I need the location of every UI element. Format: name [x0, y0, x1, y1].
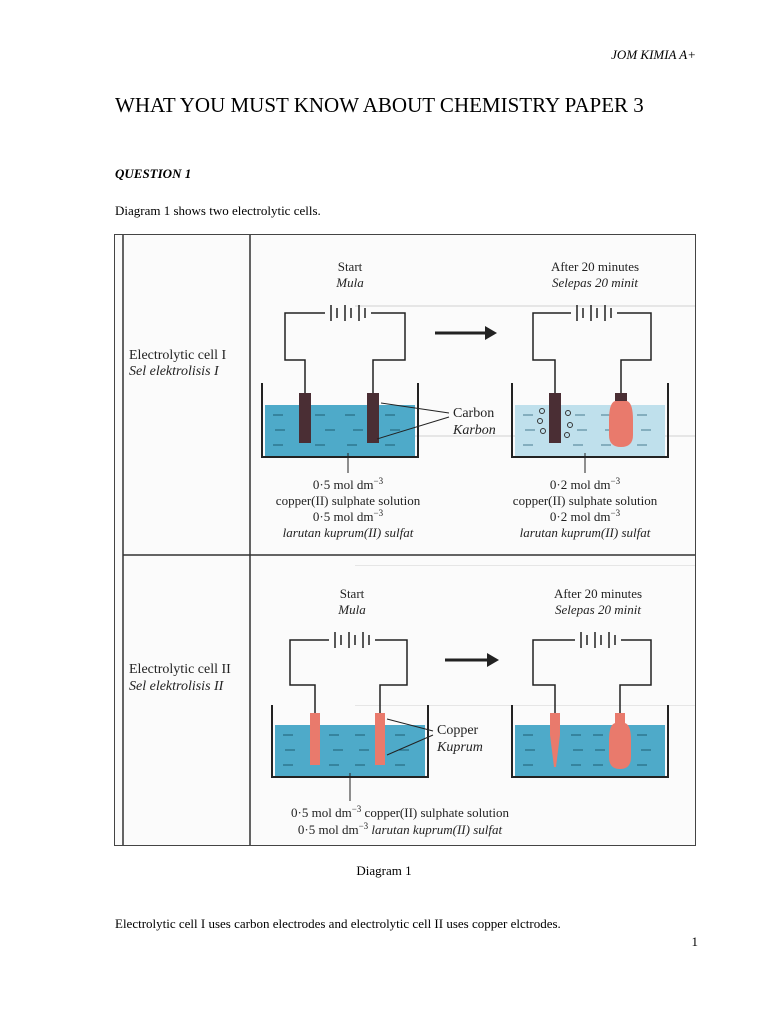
cell1-electrode-label: Carbon	[453, 406, 495, 421]
carbon-electrode	[299, 393, 311, 443]
wire-left	[290, 640, 329, 715]
cell1-after-concentration: 0·2 mol $dm^{-3}$	[549, 476, 621, 492]
battery-icon	[335, 632, 369, 648]
battery-icon	[331, 305, 365, 321]
cell2-label-ms: Sel elektrolisis II	[129, 679, 224, 694]
copper-electrode	[310, 713, 320, 765]
wire-right	[617, 313, 651, 400]
solution-light-blue	[515, 405, 665, 457]
cell1-start-label-ms: Mula	[336, 275, 364, 290]
cell2-after-label: After 20 minutes	[553, 586, 643, 601]
arrow-right-icon	[435, 326, 497, 340]
header-note: JOM KIMIA A+	[611, 47, 696, 62]
cell1-start-label: Start	[337, 259, 363, 274]
solution-blue	[275, 725, 425, 777]
battery-icon	[581, 632, 615, 648]
cell1-electrode-label-ms: Karbon	[453, 423, 496, 438]
electrolytic-cell-1	[129, 259, 668, 540]
cell2-after-label-ms: Selepas 20 minit	[555, 602, 641, 617]
page-title: WHAT YOU MUST KNOW ABOUT CHEMISTRY PAPER 3	[115, 93, 644, 117]
cell1-after-concentration-ms: 0·2 mol $dm^{-3}$	[549, 508, 621, 524]
question-heading: QUESTION 1	[115, 166, 192, 181]
wire-right	[375, 640, 407, 715]
cell1-after-solution-ms: larutan kuprum(II) sulfat	[519, 525, 651, 540]
cell2-electrode-label-ms: Kuprum	[437, 740, 483, 755]
electrolytic-cell-2	[129, 586, 668, 837]
page-number: 1	[691, 934, 698, 949]
cell1-label-en: Electrolytic cell I	[129, 348, 227, 363]
cell1-after-label-ms: Selepas 20 minit	[552, 275, 638, 290]
cell1-after-label: After 20 minutes	[550, 259, 640, 274]
wire-left	[285, 313, 325, 400]
cell1-label-ms: Sel elektrolisis I	[129, 364, 219, 379]
figure-caption: Diagram 1	[356, 863, 412, 878]
cell2-start-label-ms: Mula	[338, 602, 366, 617]
solution-blue	[265, 405, 415, 457]
cell2-solution-ms: 0·5 mol $dm^{-3}$ larutan kuprum(II) sulfat	[297, 821, 503, 837]
diagram-figure	[114, 234, 696, 846]
cell1-start-solution-ms: larutan kuprum(II) sulfat	[282, 525, 414, 540]
cell1-start-concentration-ms: 0·5 mol $dm^{-3}$	[312, 508, 384, 524]
carbon-electrode	[549, 393, 561, 443]
wire-right	[371, 313, 405, 400]
cell2-electrode-label: Copper	[437, 723, 479, 738]
battery-icon	[577, 305, 611, 321]
cell1-start-concentration: 0·5 mol $dm^{-3}$	[312, 476, 384, 492]
copper-electrode	[375, 713, 385, 765]
cell2-solution-en: 0·5 mol $dm^{-3}$ copper(II) sulphate solution	[291, 804, 509, 820]
wire-left	[533, 313, 571, 400]
body-paragraph: Electrolytic cell I uses carbon electrodes and electrolytic cell II uses copper elctrodes.	[115, 916, 561, 931]
cell2-label-en: Electrolytic cell II	[129, 662, 231, 677]
copper-deposit	[609, 401, 633, 447]
carbon-electrode	[615, 393, 627, 401]
intro-text: Diagram 1 shows two electrolytic cells.	[115, 203, 321, 218]
cell2-start-label: Start	[339, 586, 365, 601]
arrow-right-icon	[445, 653, 499, 667]
wire-left	[533, 640, 575, 715]
cell1-start-solution: copper(II) sulphate solution	[275, 493, 421, 508]
solution-blue	[515, 725, 665, 777]
cell1-after-solution: copper(II) sulphate solution	[512, 493, 658, 508]
copper-deposit	[609, 723, 631, 769]
carbon-electrode	[367, 393, 379, 443]
wire-right	[620, 640, 651, 715]
copper-electrode	[615, 713, 625, 723]
